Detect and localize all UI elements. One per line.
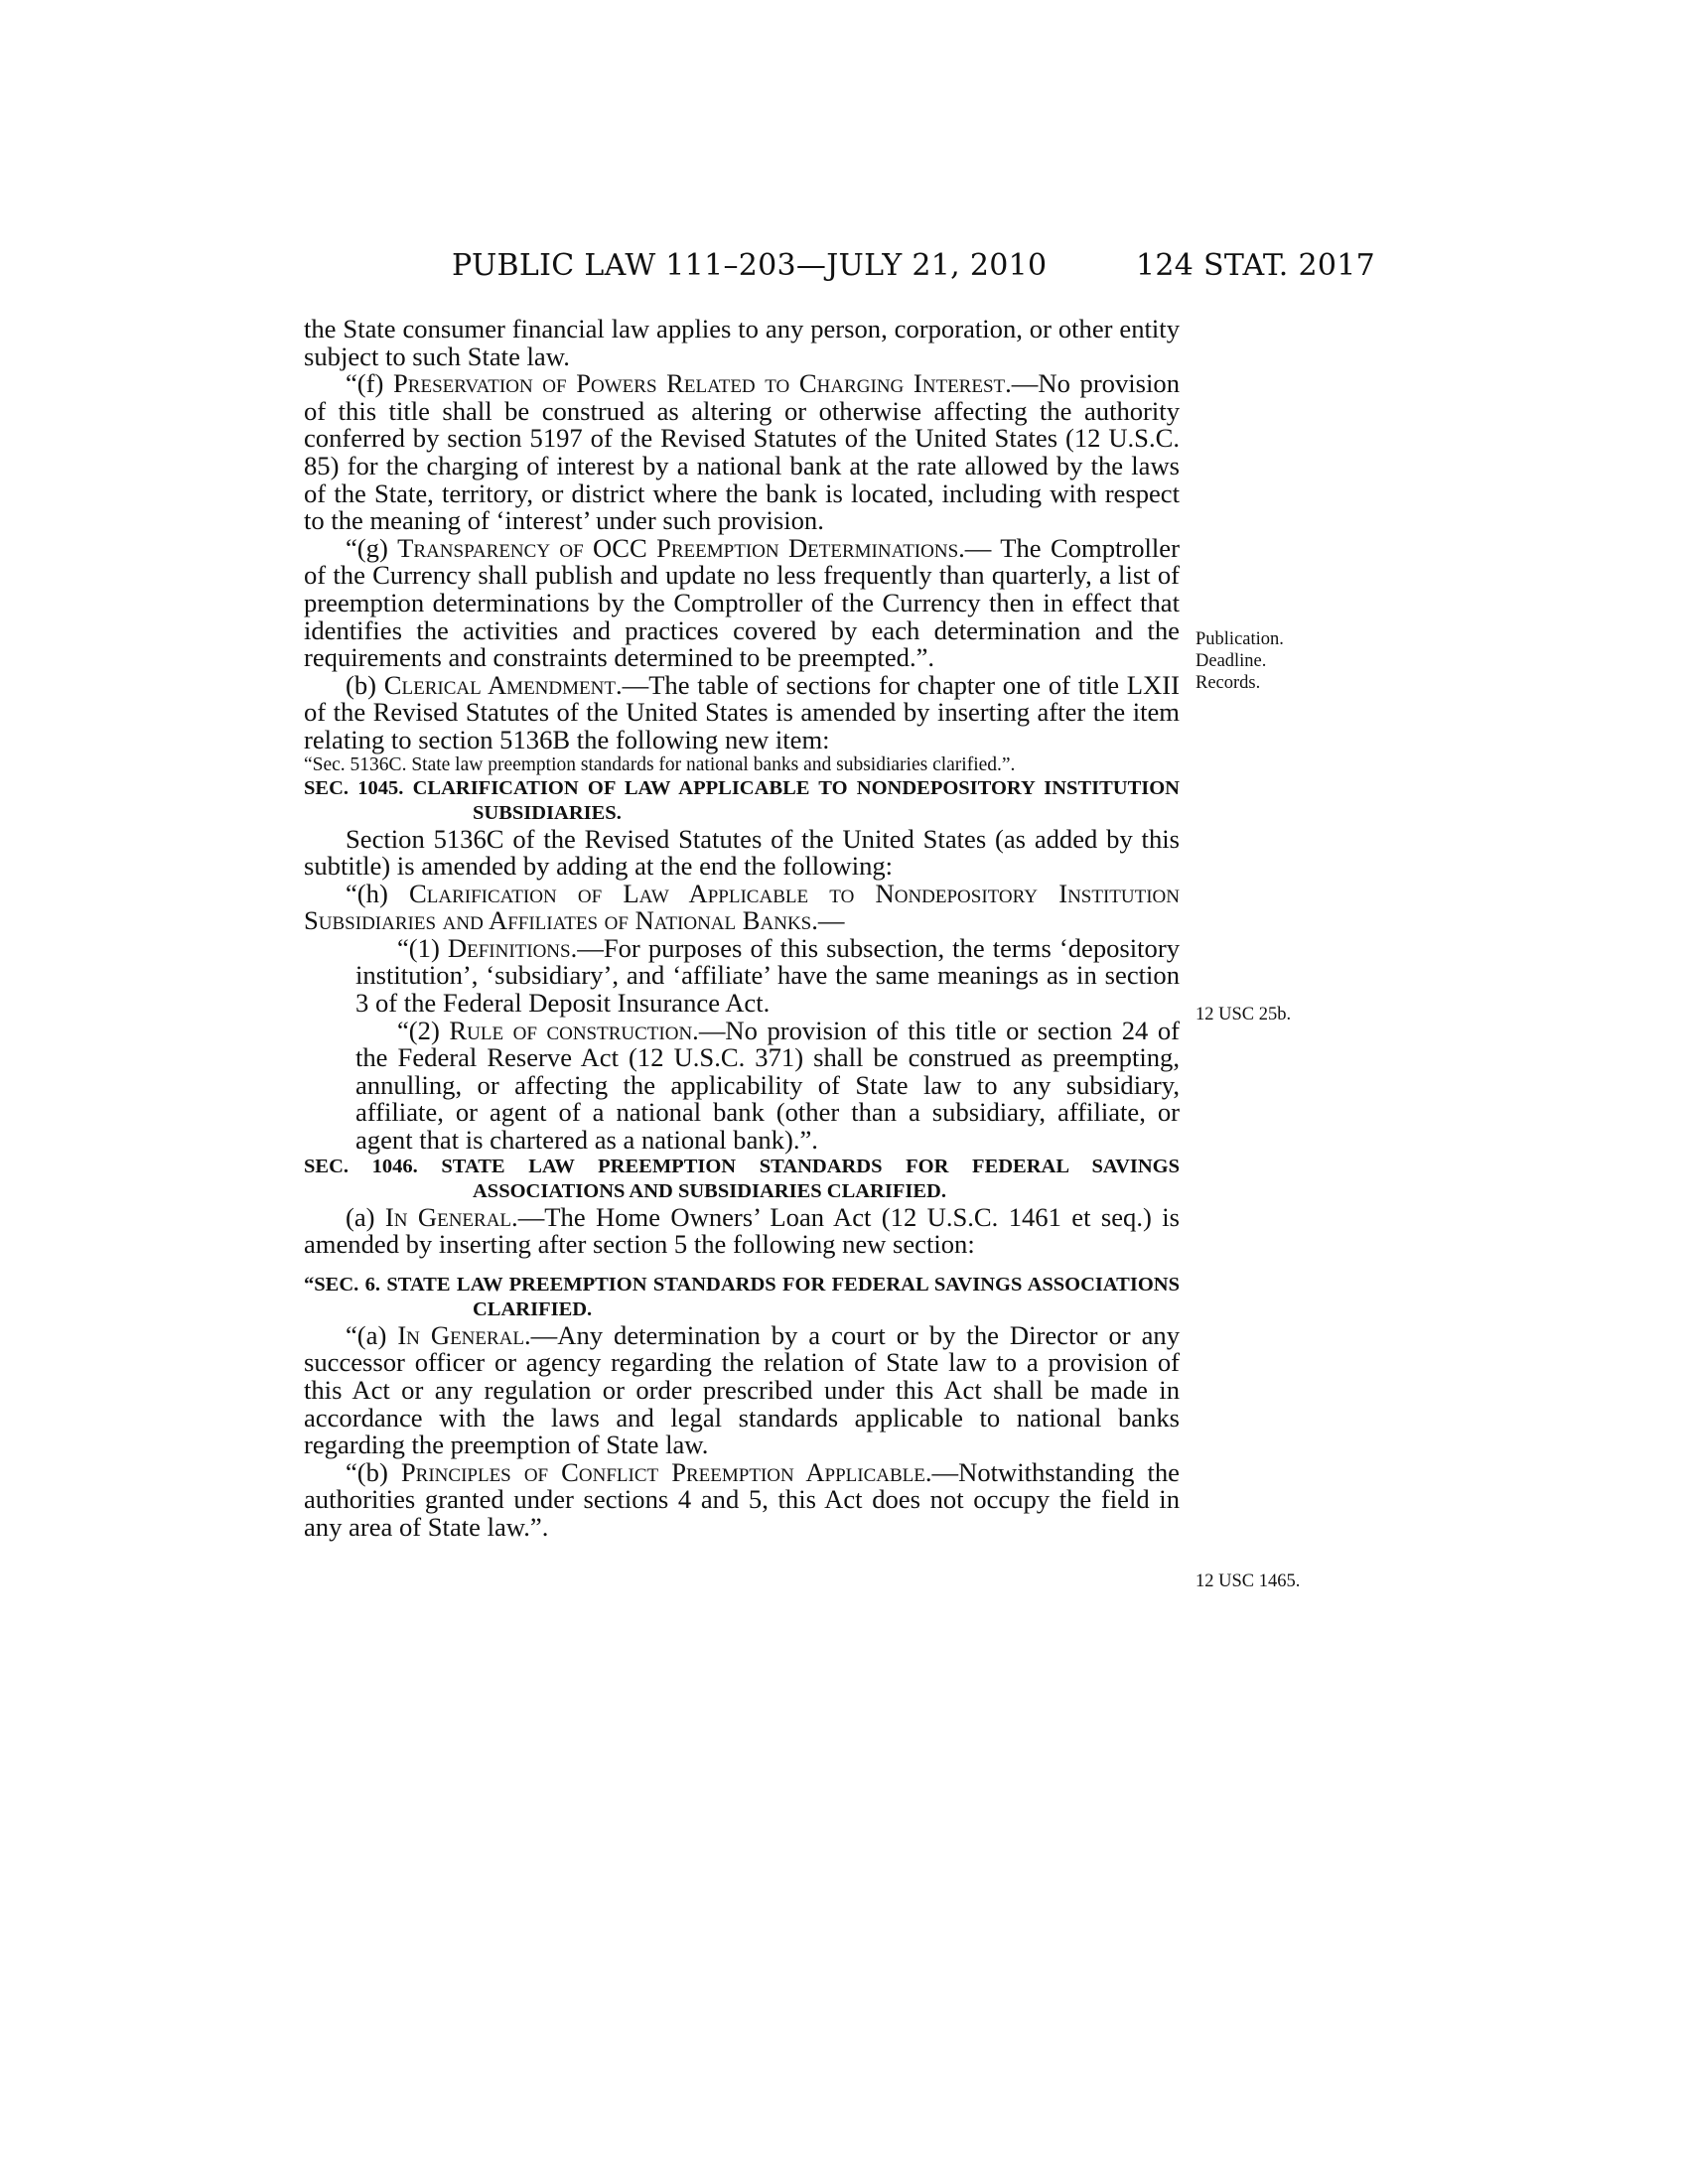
- paragraph-h2: “(2) Rule of construction.—No provision of this title or section 24 of the Federal Reserve Act (12 U.S.C. 371) shall be construed as preempting, annulling, or affecting the applicability of State law to any subsidiary, affiliate, or agent of a national bank (other than a subsidiary, affiliate, or agent that is chartered as a national bank).”.: [355, 1015, 1180, 1156]
- subsection-g: “(g) Transparency of OCC Preemption Determinations.— The Comptroller of the Currency shall publish and update no less frequently than quarterly, a list of preemption determinations by the Comptroller of the Currency then in effect that identifies the activities and practices covered by each determination and the requirements and constraints determined to be preempted.”.: [304, 532, 1180, 673]
- margin-note-publication: [1196, 628, 1284, 694]
- section-1046-a-heading: In General.: [384, 1201, 518, 1232]
- section-6-subsection-a: “(a) In General.—Any determination by a court or by the Director or any successor officer or agency regarding the relation of State law to a provision of this Act or any regulation or order prescribed under this Act shall be made in accordance with the laws and legal standards applicable to national banks regarding the preemption of State law.: [304, 1319, 1181, 1460]
- subsection-b-clerical: (b) Clerical Amendment.—The table of sections for chapter one of title LXII of the Revised Statutes of the United States is amended by inserting after the item relating to section 5136B the following new item:: [304, 669, 1180, 754]
- header-stat-page: 124 STAT. 2017: [1136, 248, 1375, 283]
- paragraph-h2-heading: Rule of construction.: [449, 1015, 699, 1045]
- subsection-g-heading: Transparency of OCC Preemption Determinations.: [397, 532, 965, 563]
- section-6-subsection-b: “(b) Principles of Conflict Preemption Applicable.—Notwithstanding the authorities granted under sections 4 and 5, this Act does not occupy the field in any area of State law.”.: [304, 1456, 1180, 1542]
- section-1046-heading: SEC. 1046. STATE LAW PREEMPTION STANDARDS FOR FEDERAL SAVINGS ASSOCIATIONS AND SUBSIDIARIES CLARIFIED.: [304, 1155, 1180, 1202]
- section-6-heading: “SEC. 6. STATE LAW PREEMPTION STANDARDS FOR FEDERAL SAVINGS ASSOCIATIONS CLARIFIED.: [304, 1273, 1180, 1320]
- margin-note-line: Records.: [1196, 673, 1261, 693]
- paragraph-h1: “(1) Definitions.—For purposes of this subsection, the terms ‘depository institution’, ‘subsidiary’, and ‘affiliate’ have the same meanings as in section 3 of the Federal Deposit Insurance Act.: [355, 932, 1180, 1019]
- margin-note-line: Deadline.: [1196, 651, 1267, 671]
- subsection-h-heading: Clarification of Law Applicable to Nondepository Institution Subsidiaries and Affiliates of National Banks.: [304, 878, 1181, 936]
- table-of-sections-item: “Sec. 5136C. State law preemption standards for national banks and subsidiaries clarified.”.: [304, 753, 1016, 775]
- header-title: PUBLIC LAW 111–203—JULY 21, 2010: [452, 248, 1048, 283]
- section-1045-heading: SEC. 1045. CLARIFICATION OF LAW APPLICABLE TO NONDEPOSITORY INSTITUTION SUBSIDIARIES.: [304, 776, 1180, 824]
- subsection-h: “(h) Clarification of Law Applicable to Nondepository Institution Subsidiaries and Affiliates of National Banks.—: [304, 878, 1181, 936]
- margin-note-usc-25b: 12 USC 25b.: [1196, 1005, 1292, 1024]
- margin-note-usc-1465: 12 USC 1465.: [1196, 1571, 1301, 1591]
- subsection-f-heading: Preservation of Powers Related to Charging Interest.: [393, 368, 1012, 399]
- section-1046-subsection-a: (a) In General.—The Home Owners’ Loan Act (12 U.S.C. 1461 et seq.) is amended by inserting after section 5 the following new section:: [304, 1201, 1180, 1260]
- subsection-f: “(f) Preservation of Powers Related to Charging Interest.—No provision of this title shall be construed as altering or otherwise affecting the authority conferred by section 5197 of the Revised Statutes of the United States (12 U.S.C. 85) for the charging of interest by a national bank at the rate allowed by the laws of the State, territory, or district where the bank is located, including with respect to the meaning of ‘interest’ under such provision.: [304, 368, 1180, 536]
- section-6-b-heading: Principles of Conflict Preemption Applicable.: [400, 1456, 932, 1487]
- subsection-b-heading: Clerical Amendment.: [383, 669, 623, 700]
- margin-note-line: Publication.: [1196, 629, 1284, 649]
- section-1045-text: Section 5136C of the Revised Statutes of the United States (as added by this subtitle) is amended by adding at the end the following:: [304, 823, 1180, 882]
- paragraph-continuation: the State consumer financial law applies to any person, corporation, or other entity subject to such State law.: [304, 314, 1180, 371]
- statute-text: [304, 316, 1180, 1542]
- section-6-a-heading: In General.: [397, 1319, 531, 1350]
- running-header: [452, 248, 1375, 288]
- paragraph-h1-heading: Definitions.: [447, 932, 578, 963]
